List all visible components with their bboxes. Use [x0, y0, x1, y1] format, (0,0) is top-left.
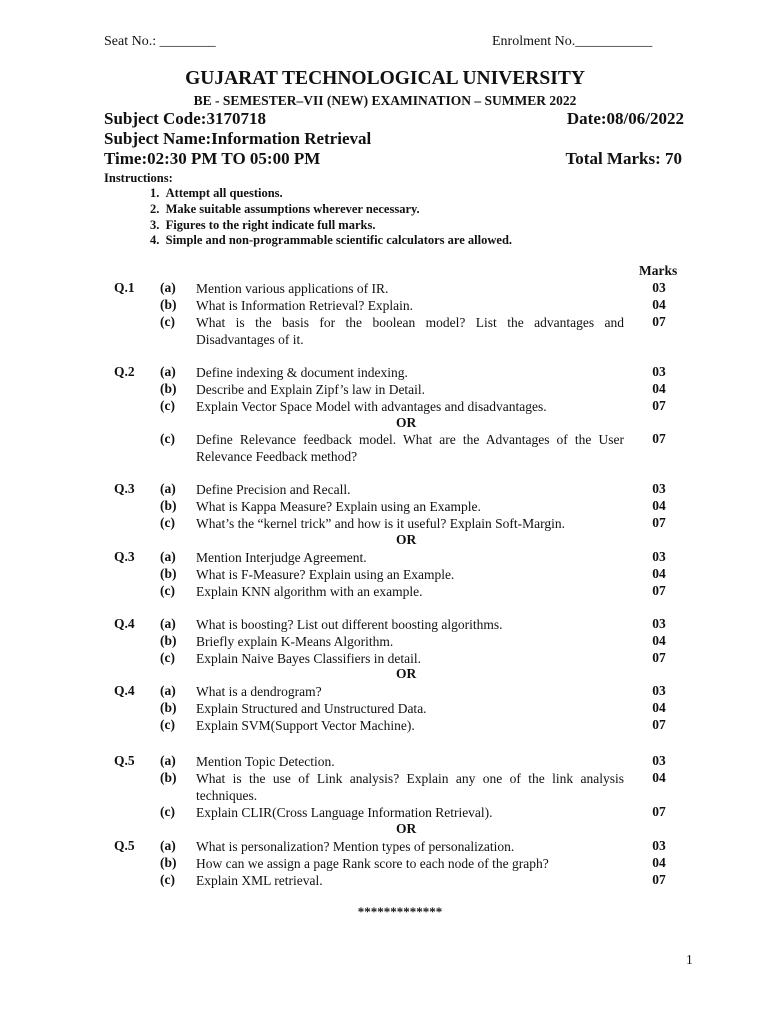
- page-number: 1: [686, 952, 693, 967]
- subject-name: Subject Name:Information Retrieval: [104, 129, 372, 148]
- total-marks: Total Marks: 70: [565, 149, 682, 168]
- subject-code: Subject Code:3170718: [104, 109, 266, 128]
- marks-header: Marks: [639, 263, 678, 278]
- instruction-item: 2. Make suitable assumptions wherever necessary.: [150, 202, 420, 216]
- instructions-label: Instructions:: [104, 171, 173, 185]
- instruction-item: 3. Figures to the right indicate full marks.: [150, 218, 376, 232]
- exam-time: Time:02:30 PM TO 05:00 PM: [104, 149, 321, 168]
- seat-no: Seat No.: ________: [104, 34, 216, 49]
- enrolment-no: Enrolment No.___________: [492, 34, 653, 49]
- instruction-item: 1. Attempt all questions.: [150, 186, 283, 200]
- university-title: GUJARAT TECHNOLOGICAL UNIVERSITY: [185, 68, 585, 89]
- end-marker: *************: [357, 904, 443, 919]
- exam-line: BE - SEMESTER–VII (NEW) EXAMINATION – SUMMER 2022: [193, 93, 577, 108]
- exam-date: Date:08/06/2022: [566, 109, 684, 128]
- instruction-item: 4. Simple and non-programmable scientific calculators are allowed.: [150, 233, 513, 247]
